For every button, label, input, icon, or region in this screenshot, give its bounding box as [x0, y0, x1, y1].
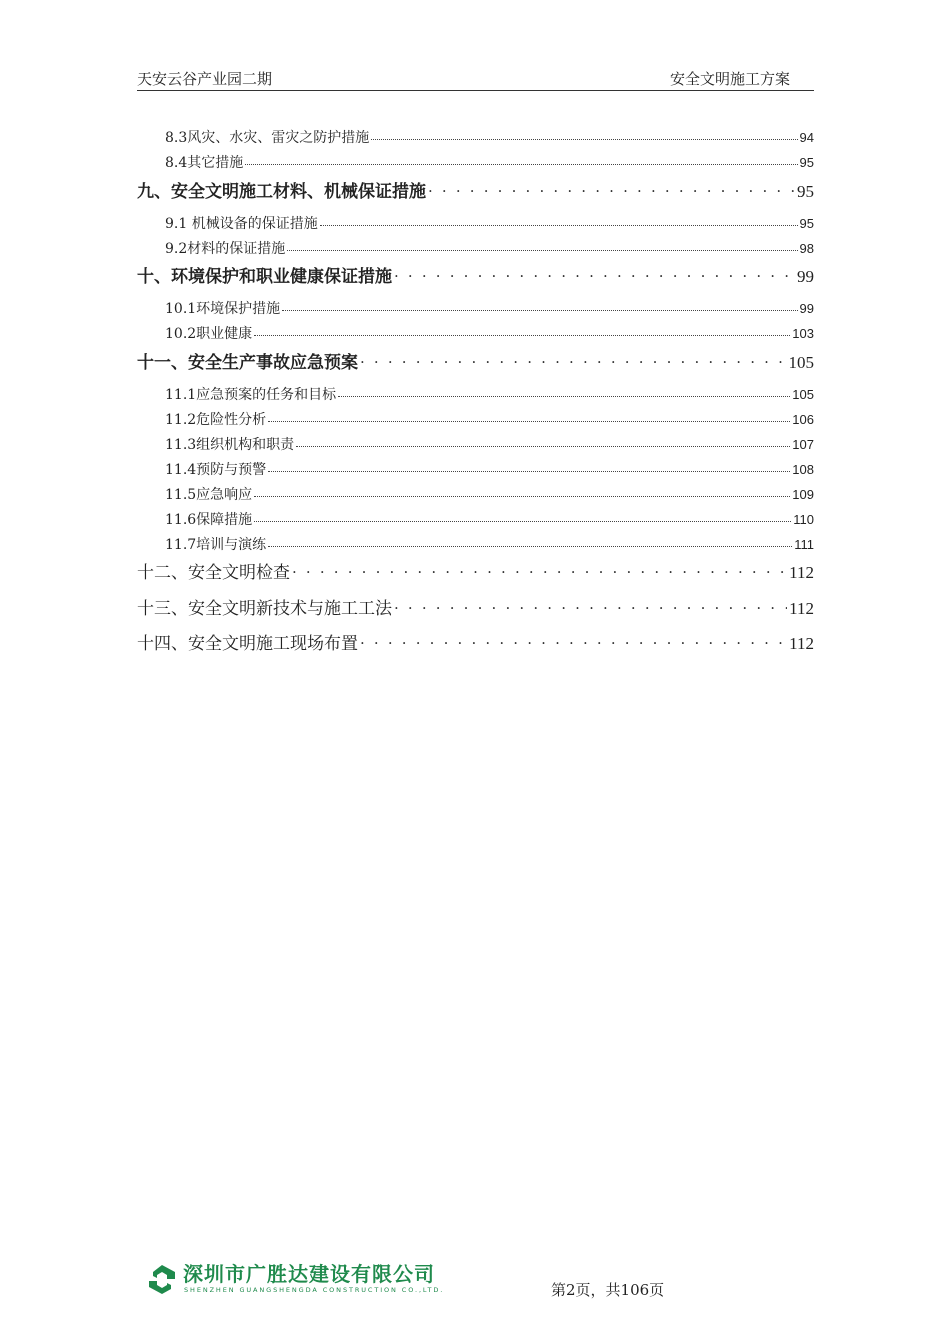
toc-entry-title: 11.6保障措施: [165, 512, 253, 528]
toc-entry-page: 112: [789, 599, 814, 618]
toc-leader-dots: [254, 485, 790, 499]
toc-entry-title: 九、安全文明施工材料、机械保证措施: [137, 182, 426, 202]
toc-entry-title: 十、环境保护和职业健康保证措施: [137, 267, 392, 287]
toc-chapter-entry[interactable]: [137, 262, 814, 287]
toc-entry-page: 95: [797, 182, 814, 201]
toc-entry-page: 111: [794, 537, 814, 552]
toc-entry-title: 11.1应急预案的任务和目标: [165, 387, 337, 403]
toc-entry[interactable]: [165, 409, 814, 429]
toc-entry-page: 95: [799, 216, 814, 231]
toc-leader-dots: [360, 632, 787, 649]
company-name-english: SHENZHEN GUANGSHENGDA CONSTRUCTION CO.,LTD.: [184, 1286, 445, 1294]
toc-entry-title: 10.1环境保护措施: [165, 301, 281, 317]
toc-leader-dots: [394, 265, 795, 282]
toc-leader-dots: [296, 435, 790, 449]
page-header: [137, 70, 814, 91]
toc-entry[interactable]: [165, 238, 814, 258]
toc-entry-title: 8.3风灾、水灾、雷灾之防护措施: [165, 130, 370, 146]
toc-chapter-entry[interactable]: [137, 348, 814, 373]
toc-entry-page: 98: [799, 241, 814, 256]
toc-entry-page: 99: [797, 267, 814, 286]
toc-entry-title: 8.4其它措施: [165, 155, 244, 171]
toc-leader-dots: [292, 561, 787, 578]
toc-entry[interactable]: [165, 213, 814, 233]
page-number: 第2页，共106页: [551, 1281, 665, 1299]
toc-entry-title: 9.1 机械设备的保证措施: [165, 216, 318, 232]
company-logo: [145, 1262, 445, 1298]
toc-leader-dots: [254, 324, 790, 338]
toc-entry[interactable]: [165, 152, 814, 172]
toc-entry-title: 9.2材料的保证措施: [165, 241, 286, 257]
toc-entry-title: 11.2危险性分析: [165, 412, 267, 428]
toc-leader-dots: [287, 239, 797, 253]
toc-chapter-entry[interactable]: [137, 629, 814, 654]
toc-entry-page: 95: [799, 155, 814, 170]
toc-entry-page: 110: [793, 512, 814, 527]
toc-entry[interactable]: [165, 484, 814, 504]
toc-entry[interactable]: [165, 509, 814, 529]
toc-entry[interactable]: [165, 384, 814, 404]
toc-entry-title: 11.7培训与演练: [165, 537, 267, 553]
toc-entry[interactable]: [165, 323, 814, 343]
toc-entry[interactable]: [165, 298, 814, 318]
toc-leader-dots: [282, 299, 797, 313]
toc-entry-title: 11.5应急响应: [165, 487, 253, 503]
toc-entry-page: 112: [789, 563, 814, 582]
toc-entry[interactable]: [165, 459, 814, 479]
toc-entry-page: 107: [792, 437, 814, 452]
company-logo-icon: [145, 1263, 179, 1297]
toc-entry-page: 105: [792, 387, 814, 402]
toc-leader-dots: [338, 385, 790, 399]
toc-entry[interactable]: [165, 127, 814, 147]
toc-entry-title: 十四、安全文明施工现场布置: [137, 634, 358, 654]
toc-leader-dots: [268, 535, 792, 549]
toc-entry[interactable]: [165, 434, 814, 454]
toc-leader-dots: [268, 410, 790, 424]
toc-entry-page: 94: [799, 130, 814, 145]
toc-leader-dots: [428, 180, 795, 197]
toc-chapter-entry[interactable]: [137, 558, 814, 583]
toc-leader-dots: [320, 214, 798, 228]
toc-leader-dots: [245, 153, 797, 167]
toc-leader-dots: [360, 351, 787, 368]
toc-leader-dots: [394, 597, 787, 614]
toc-entry-title: 11.4预防与预警: [165, 462, 267, 478]
toc-entry-title: 10.2职业健康: [165, 326, 253, 342]
header-project-name: 天安云谷产业园二期: [137, 70, 273, 88]
toc-entry-title: 十二、安全文明检查: [137, 563, 290, 583]
toc-entry-page: 106: [792, 412, 814, 427]
toc-entry-title: 11.3组织机构和职责: [165, 437, 295, 453]
company-name: 深圳市广胜达建设有限公司: [183, 1262, 435, 1286]
toc-entry-title: 十三、安全文明新技术与施工工法: [137, 599, 392, 619]
toc-entry[interactable]: [165, 534, 814, 554]
toc-leader-dots: [371, 128, 797, 142]
toc-chapter-entry[interactable]: [137, 594, 814, 619]
toc-entry-title: 十一、安全生产事故应急预案: [137, 353, 358, 373]
toc-leader-dots: [268, 460, 790, 474]
header-document-title: 安全文明施工方案: [669, 70, 790, 88]
toc-entry-page: 109: [792, 487, 814, 502]
toc-leader-dots: [254, 510, 791, 524]
toc-entry-page: 103: [792, 326, 814, 341]
toc-entry-page: 108: [792, 462, 814, 477]
toc-entry-page: 105: [788, 353, 814, 372]
toc-entry-page: 112: [789, 634, 814, 653]
toc-chapter-entry[interactable]: [137, 177, 814, 202]
toc-entry-page: 99: [799, 301, 814, 316]
